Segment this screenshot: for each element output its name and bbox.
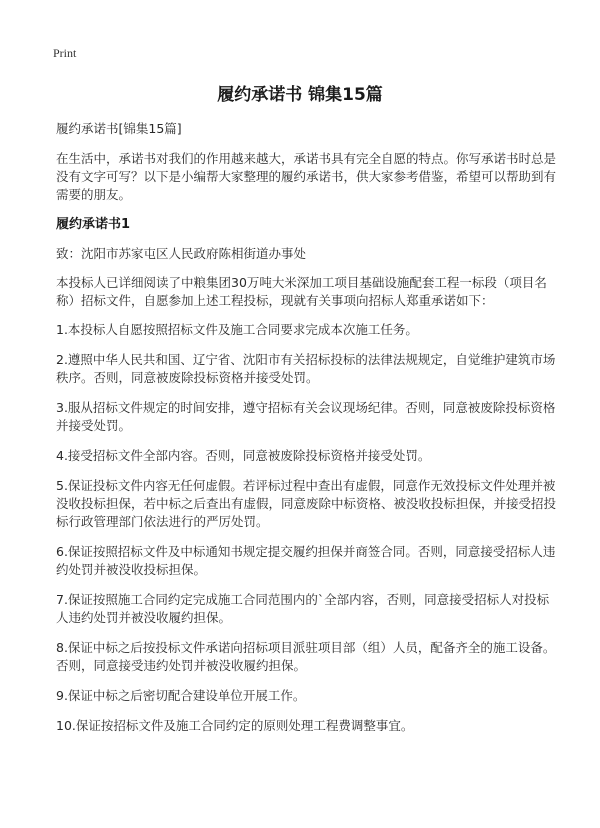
list-item: 6.保证按照招标文件及中标通知书规定提交履约担保并商签合同。否则，同意接受招标人违约处罚并被没收投标担保。 (56, 544, 556, 577)
list-item: 1.本投标人自愿按照招标文件及施工合同要求完成本次施工任务。 (56, 322, 418, 337)
list-item: 2.遵照中华人民共和国、辽宁省、沈阳市有关招标投标的法律法规规定，自觉维护建筑市场秩序。否则，同意被废除投标资格并接受处罚。 (56, 352, 556, 385)
list-item: 10.保证按招标文件及施工合同约定的原则处理工程费调整事宜。 (56, 718, 414, 733)
list-item: 8.保证中标之后按投标文件承诺向招标项目派驻项目部（组）人员，配备齐全的施工设备。否则，同意接受违约处罚并被没收履约担保。 (56, 640, 556, 673)
page-title: 履约承诺书 锦集15篇 (217, 85, 383, 105)
document-body (56, 120, 556, 747)
list-item: 7.保证按照施工合同约定完成施工合同范围内的`全部内容，否则，同意接受招标人对投标人违约处罚并被没收履约担保。 (56, 592, 550, 625)
list-item: 9.保证中标之后密切配合建设单位开展工作。 (56, 688, 306, 703)
intro-paragraph: 在生活中，承诺书对我们的作用越来越大，承诺书具有完全自愿的特点。你写承诺书时总是没有文字可写？以下是小编帮大家整理的履约承诺书，供大家参考借鉴，希望可以帮助到有需要的朋友。 (56, 151, 557, 202)
list-item: 5.保证投标文件内容无任何虚假。若评标过程中查出有虚假，同意作无效投标文件处理并被没收投标担保，若中标之后查出有虚假，同意废除中标资格、被没收投标担保，并接受招投标行政管理部门依法进行的严厉处罚。 (56, 478, 557, 529)
section-heading: 履约承诺书1 (56, 217, 131, 232)
print-link[interactable]: Print (53, 46, 77, 60)
document-subtitle: 履约承诺书[锦集15篇] (56, 121, 182, 136)
opening-paragraph: 本投标人已详细阅读了中粮集团30万吨大米深加工项目基础设施配套工程一标段（项目名称）招标文件，自愿参加上述工程投标，现就有关事项向招标人郑重承诺如下： (56, 275, 547, 308)
list-item: 4.接受招标文件全部内容。否则，同意被废除投标资格并接受处罚。 (56, 448, 431, 463)
addressee-line: 致：沈阳市苏家屯区人民政府陈相街道办事处 (56, 246, 307, 261)
list-item: 3.服从招标文件规定的时间安排，遵守招标有关会议现场纪律。否则，同意被废除投标资格并接受处罚。 (56, 400, 556, 433)
